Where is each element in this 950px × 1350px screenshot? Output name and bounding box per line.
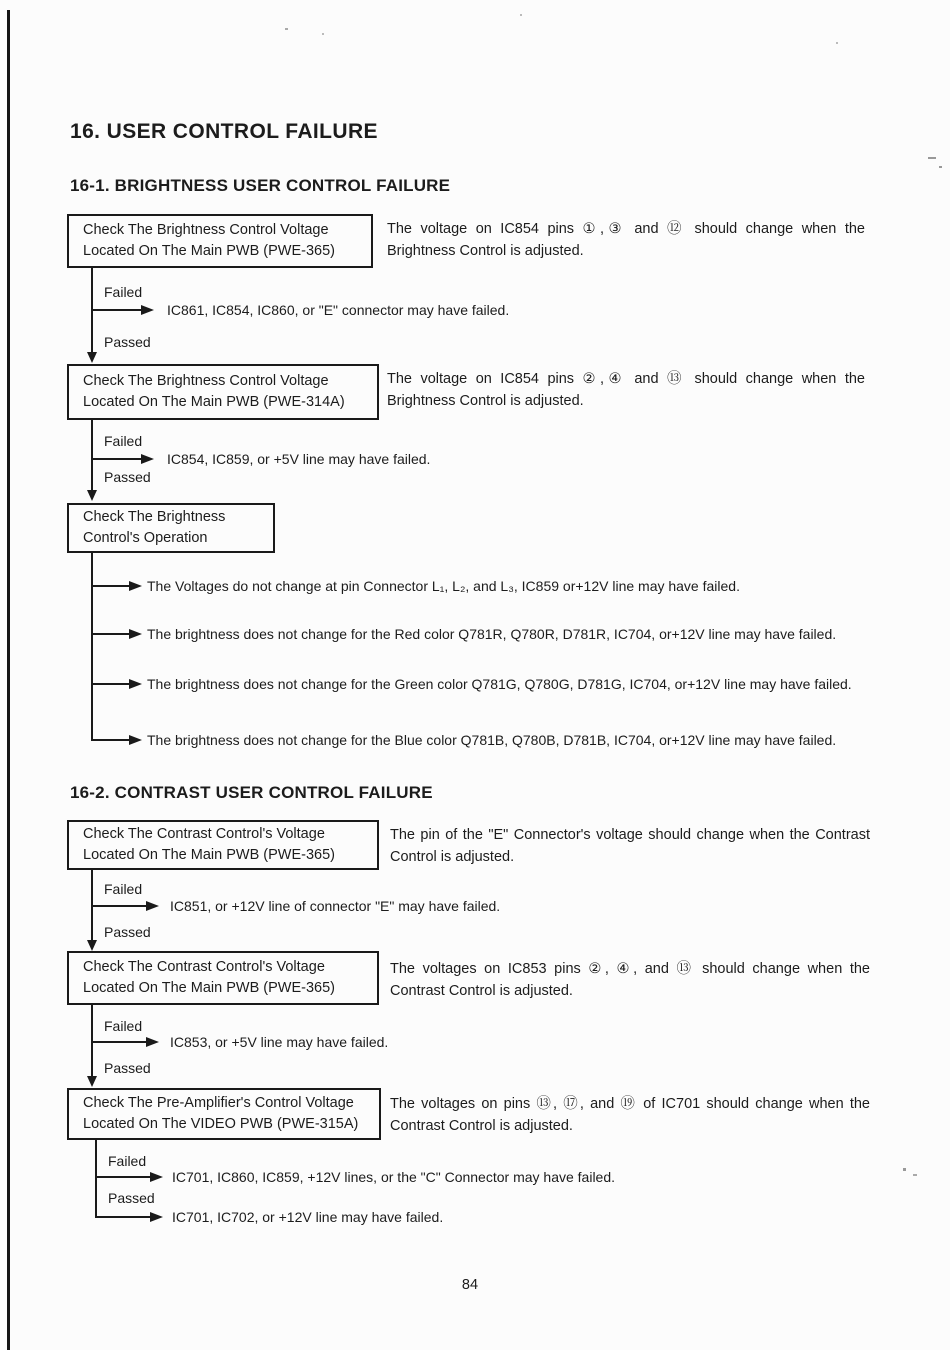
- failed-result-text: IC861, IC854, IC860, or "E" connector may have failed.: [167, 302, 510, 318]
- scan-speck: [913, 1174, 917, 1176]
- arrow-right-icon: [141, 305, 154, 315]
- flow-box-contrast-pwe365-b: [67, 951, 379, 1005]
- flow-box-text: Check The Brightness Control Voltage: [83, 222, 329, 238]
- arrow-right-icon: [150, 1172, 163, 1182]
- page-number: 84: [461, 1277, 479, 1293]
- scan-speck: [285, 28, 288, 30]
- passed-label: Passed: [108, 1190, 155, 1206]
- scan-speck: [520, 14, 522, 16]
- flow-box-text: Check The Contrast Control's Voltage: [83, 826, 325, 842]
- arrow-down-icon: [87, 1076, 97, 1087]
- failed-result-text: IC853, or +5V line may have failed.: [170, 1034, 389, 1050]
- flow-box-preamplifier-pwe315a: [67, 1088, 381, 1140]
- section-heading-16-1: 16-1. BRIGHTNESS USER CONTROL FAILURE: [70, 176, 451, 195]
- note-contrast-step3: The voltages on pins ⑬, ⑰, and ⑲ of IC701 should change when the Contrast Control is adjusted.: [390, 1096, 870, 1134]
- flow-connector-line: [95, 1140, 97, 1218]
- scan-speck: [903, 1168, 906, 1171]
- arrow-right-icon: [129, 679, 142, 689]
- arrow-right-icon: [146, 901, 159, 911]
- branch-text: The brightness does not change for the Green color Q781G, Q780G, D781G, IC704, or+12V line may have failed.: [147, 676, 852, 692]
- branch-text: The brightness does not change for the Red color Q781R, Q780R, D781R, IC704, or+12V line may have failed.: [147, 626, 837, 642]
- flow-box-text: Check The Brightness Control Voltage: [83, 373, 329, 389]
- flow-box-brightness-pwe365: [67, 214, 373, 268]
- flow-connector-line: [91, 1041, 146, 1043]
- failed-result-text: IC851, or +12V line of connector "E" may have failed.: [170, 898, 501, 914]
- failed-label: Failed: [104, 881, 143, 897]
- passed-label: Passed: [104, 469, 151, 485]
- flow-connector-line: [91, 683, 129, 685]
- passed-result-text: IC701, IC702, or +12V line may have failed.: [172, 1209, 444, 1225]
- arrow-right-icon: [129, 735, 142, 745]
- failed-label: Failed: [104, 433, 143, 449]
- failed-result-text: IC701, IC860, IC859, +12V lines, or the "C" Connector may have failed.: [172, 1169, 616, 1185]
- flow-box-text: Located On The Main PWB (PWE-314A): [83, 394, 345, 410]
- failed-label: Failed: [108, 1153, 147, 1169]
- note-contrast-step1: The pin of the "E" Connector's voltage should change when the Contrast Control is adjusted.: [390, 827, 870, 865]
- flow-box-text: Check The Contrast Control's Voltage: [83, 959, 325, 975]
- note-brightness-step2: The voltage on IC854 pins ②,④ and ⑬ should change when the Brightness Control is adjusted.: [387, 371, 865, 409]
- flow-box-contrast-pwe365-a: [67, 820, 379, 870]
- failed-result-text: IC854, IC859, or +5V line may have failed.: [167, 451, 431, 467]
- scan-speck: [322, 33, 324, 35]
- flow-box-brightness-operation: [67, 503, 275, 553]
- flow-connector-line: [95, 1176, 150, 1178]
- arrow-right-icon: [146, 1037, 159, 1047]
- arrow-right-icon: [129, 581, 142, 591]
- arrow-right-icon: [141, 454, 154, 464]
- flow-box-text: Located On The Main PWB (PWE-365): [83, 980, 335, 996]
- flow-connector-line: [91, 420, 93, 490]
- arrow-down-icon: [87, 352, 97, 363]
- flow-connector-line: [91, 309, 141, 311]
- note-brightness-step1: The voltage on IC854 pins ①,③ and ⑫ should change when the Brightness Control is adjusted.: [387, 221, 865, 259]
- arrow-down-icon: [87, 490, 97, 501]
- flow-connector-line: [91, 553, 93, 741]
- flow-box-brightness-pwe314a: [67, 364, 379, 420]
- scan-speck: [836, 42, 838, 44]
- failed-label: Failed: [104, 284, 143, 300]
- flow-connector-line: [91, 739, 129, 741]
- failed-label: Failed: [104, 1018, 143, 1034]
- section-heading-16-2: 16-2. CONTRAST USER CONTROL FAILURE: [70, 783, 433, 802]
- passed-label: Passed: [104, 924, 151, 940]
- passed-label: Passed: [104, 334, 151, 350]
- arrow-right-icon: [150, 1212, 163, 1222]
- note-contrast-step2: The voltages on IC853 pins ②, ④, and ⑬ should change when the Contrast Control is adjusted.: [390, 961, 870, 999]
- flow-connector-line: [91, 458, 141, 460]
- flow-connector-line: [95, 1216, 150, 1218]
- flow-connector-line: [91, 1005, 93, 1082]
- flow-box-text: Located On The Main PWB (PWE-365): [83, 847, 335, 863]
- flow-connector-line: [91, 905, 146, 907]
- flow-connector-line: [91, 633, 129, 635]
- flow-connector-line: [91, 585, 129, 587]
- scan-edge-line: [7, 10, 10, 1350]
- branch-text: The Voltages do not change at pin Connector L₁, L₂, and L₃, IC859 or+12V line may have failed.: [147, 578, 740, 594]
- passed-label: Passed: [104, 1060, 151, 1076]
- flow-box-text: Located On The VIDEO PWB (PWE-315A): [83, 1116, 359, 1132]
- branch-text: The brightness does not change for the Blue color Q781B, Q780B, D781B, IC704, or+12V line may have failed.: [147, 732, 837, 748]
- flow-box-text: Control's Operation: [83, 530, 208, 546]
- flow-box-text: Check The Brightness: [83, 509, 226, 525]
- arrow-right-icon: [129, 629, 142, 639]
- flow-box-text: Check The Pre-Amplifier's Control Voltage: [83, 1095, 354, 1111]
- page-title: 16. USER CONTROL FAILURE: [70, 120, 378, 143]
- scan-speck: [939, 166, 942, 168]
- flow-box-text: Located On The Main PWB (PWE-365): [83, 243, 335, 259]
- scan-speck: [928, 157, 936, 159]
- arrow-down-icon: [87, 940, 97, 951]
- flow-connector-line: [91, 870, 93, 948]
